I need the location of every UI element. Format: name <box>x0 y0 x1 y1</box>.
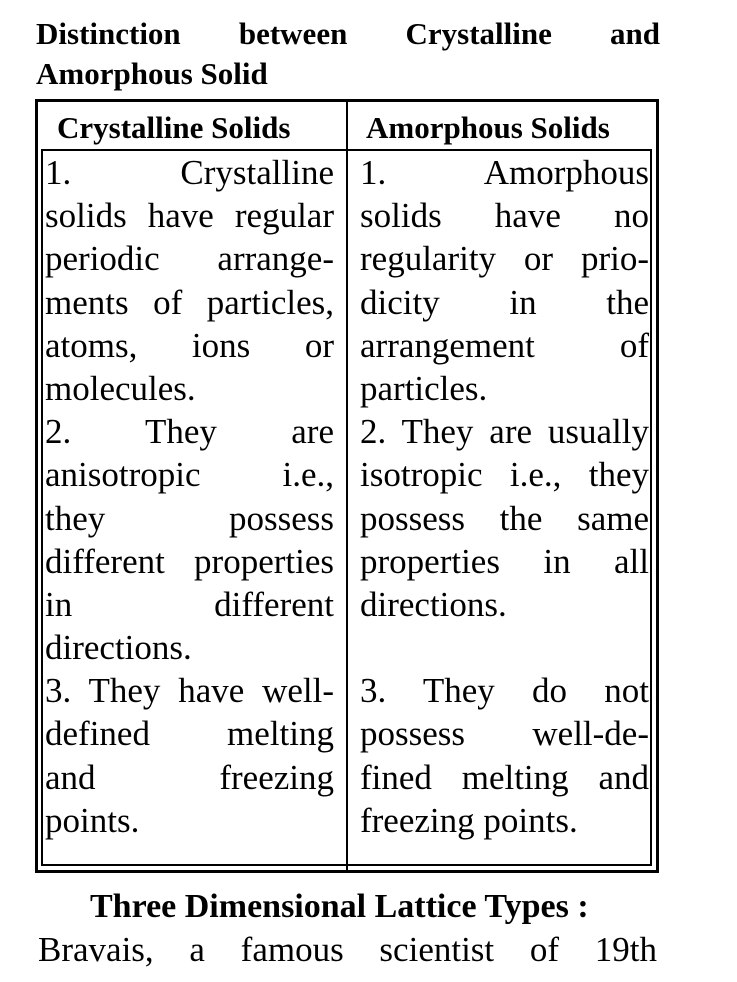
crystalline-line: 1. Crystalline <box>45 153 334 192</box>
table-inner-right-rule <box>650 150 652 865</box>
amorphous-line: properties in all <box>360 541 649 581</box>
amorphous-line: arrangement of <box>360 325 649 365</box>
section-title <box>36 14 660 94</box>
amorphous-line: possess the same <box>360 498 649 538</box>
crystalline-line: different properties <box>45 541 334 581</box>
column-divider <box>346 99 348 873</box>
table-inner-bottom-rule <box>41 864 652 866</box>
amorphous-line: possess well-de- <box>360 714 649 754</box>
crystalline-line: atoms, ions or <box>45 325 334 365</box>
crystalline-line: directions. <box>45 628 192 668</box>
amorphous-column <box>360 151 649 842</box>
amorphous-line: directions. <box>360 584 507 624</box>
lattice-types-heading: Three Dimensional Lattice Types : <box>90 888 589 925</box>
amorphous-line: dicity in the <box>360 282 649 322</box>
crystalline-line: points. <box>45 800 140 840</box>
crystalline-line: 2. They are <box>45 412 334 452</box>
crystalline-line: periodic arrange- <box>45 239 334 279</box>
title-line-2: Amorphous Solid <box>36 56 268 91</box>
amorphous-line: 3. They do not <box>360 671 649 711</box>
amorphous-line: freezing points. <box>360 800 578 840</box>
crystalline-line: solids have regular <box>45 196 334 236</box>
crystalline-line: anisotropic i.e., <box>45 455 334 495</box>
crystalline-column <box>45 151 334 842</box>
amorphous-line: 2. They are usually <box>360 412 649 452</box>
crystalline-line: in different <box>45 584 334 624</box>
crystalline-line: 3. They have well- <box>45 671 334 711</box>
amorphous-line: 1. Amorphous <box>360 153 649 192</box>
title-line-1: Distinction between Crystalline and <box>36 16 660 51</box>
crystalline-line: and freezing <box>45 757 334 797</box>
bravais-paragraph: Bravais, a famous scientist of 19th <box>38 930 657 969</box>
crystalline-line: ments of particles, <box>45 282 334 322</box>
amorphous-line: solids have no <box>360 196 649 236</box>
crystalline-line: defined melting <box>45 714 334 754</box>
amorphous-line: fined melting and <box>360 757 649 797</box>
header-crystalline: Crystalline Solids <box>57 110 291 145</box>
crystalline-line: molecules. <box>45 368 196 408</box>
crystalline-line: they possess <box>45 498 334 538</box>
amorphous-line: regularity or prio- <box>360 239 649 279</box>
header-amorphous: Amorphous Solids <box>366 110 610 145</box>
amorphous-line: isotropic i.e., they <box>360 455 649 495</box>
amorphous-line: particles. <box>360 368 488 408</box>
table-inner-left-rule <box>41 150 43 865</box>
blank-line <box>360 626 649 669</box>
